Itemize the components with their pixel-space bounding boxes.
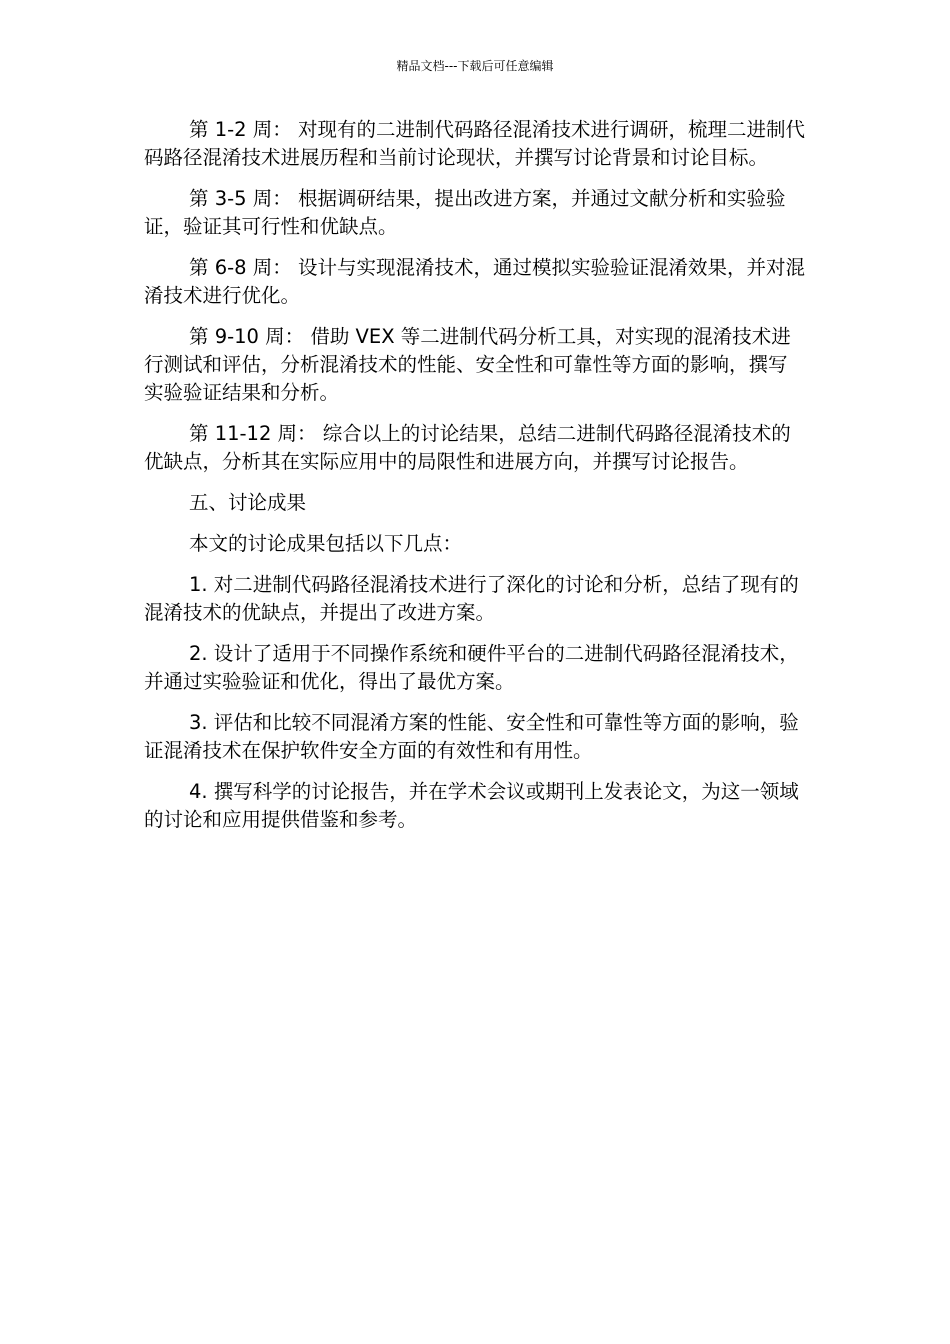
section-heading-results: 五、讨论成果 — [189, 491, 307, 514]
document-body — [144, 116, 806, 847]
paragraph-week-1-2: 第 1-2 周： 对现有的二进制代码路径混淆技术进行调研，梳理二进制代码路径混淆技术进展历程和当前讨论现状，并撰写讨论背景和讨论目标。 — [144, 118, 805, 169]
list-item-result-3: 3. 评估和比较不同混淆方案的性能、安全性和可靠性等方面的影响，验证混淆技术在保护软件安全方面的有效性和有用性。 — [144, 711, 799, 762]
list-item-result-2: 2. 设计了适用于不同操作系统和硬件平台的二进制代码路径混淆技术，并通过实验验证和优化，得出了最优方案。 — [144, 642, 799, 693]
paragraph-results-intro: 本文的讨论成果包括以下几点： — [189, 532, 463, 555]
paragraph-week-11-12: 第 11-12 周： 综合以上的讨论结果，总结二进制代码路径混淆技术的优缺点，分析其在实际应用中的局限性和进展方向，并撰写讨论报告。 — [144, 422, 791, 473]
list-item-result-4: 4. 撰写科学的讨论报告，并在学术会议或期刊上发表论文，为这一领域的讨论和应用提供借鉴和参考。 — [144, 780, 799, 831]
list-item-result-1: 1. 对二进制代码路径混淆技术进行了深化的讨论和分析，总结了现有的混淆技术的优缺点，并提出了改进方案。 — [144, 573, 799, 624]
paragraph-week-6-8: 第 6-8 周： 设计与实现混淆技术，通过模拟实验验证混淆效果，并对混淆技术进行优化。 — [144, 256, 805, 307]
paragraph-week-3-5: 第 3-5 周： 根据调研结果，提出改进方案，并通过文献分析和实验验证，验证其可行性和优缺点。 — [144, 187, 786, 238]
page-header: 精品文档---下载后可任意编辑 — [396, 59, 554, 73]
paragraph-week-9-10: 第 9-10 周： 借助 VEX 等二进制代码分析工具，对实现的混淆技术进行测试和评估，分析混淆技术的性能、安全性和可靠性等方面的影响，撰写实验验证结果和分析。 — [144, 325, 791, 404]
